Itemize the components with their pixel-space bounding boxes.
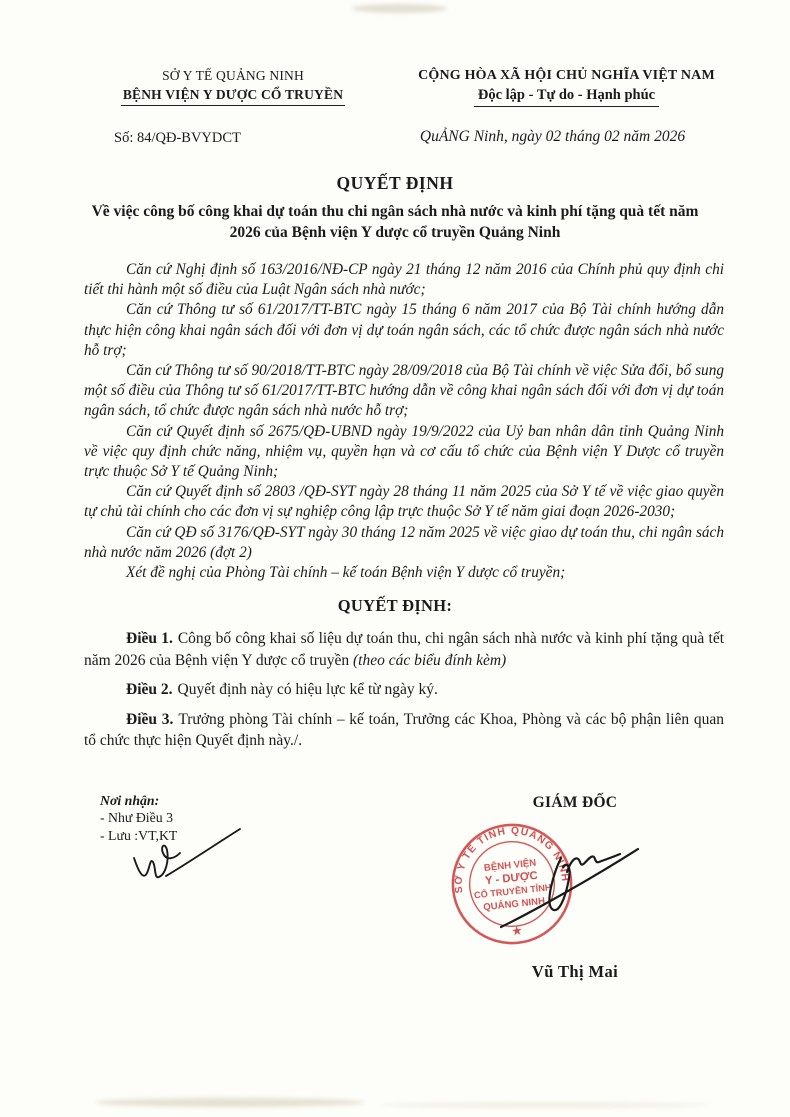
articles-section — [84, 628, 724, 752]
director-signature-ink — [466, 826, 696, 944]
article-3-text: Trưởng phòng Tài chính – kế toán, Trưởng các Khoa, Phòng và các bộ phận liên quan tổ chức thực hiện Quyết định này./. — [84, 710, 724, 750]
article-2-label: Điều 2. — [126, 681, 173, 699]
article-1-label: Điều 1. — [126, 630, 173, 648]
article-1-attachment-note: (theo các biểu đính kèm) — [352, 651, 507, 669]
clerk-initials-ink — [116, 820, 254, 902]
stamp-line-1: BỆNH VIỆN — [483, 857, 537, 874]
scan-smudge-bottom — [95, 1098, 365, 1107]
article-2-text: Quyết định này có hiệu lực kể từ ngày ký. — [177, 681, 438, 699]
national-block — [398, 68, 735, 147]
article-3-label: Điều 3. — [126, 710, 174, 728]
document-header — [68, 68, 735, 147]
recipient-item: - Như Điều 3 — [100, 810, 173, 826]
preamble-paragraph: Căn cứ Nghị định số 163/2016/NĐ-CP ngày 21 tháng 12 năm 2016 của Chính phủ quy định chi tiết thi hành một số điều của Luật Ngân sách nhà nước; — [84, 261, 724, 299]
stamp-line-4: QUẢNG NINH — [482, 895, 546, 913]
recipients-label: Nơi nhận: — [100, 792, 160, 808]
issuer-name: BỆNH VIỆN Y DƯỢC CỔ TRUYỀN — [121, 86, 345, 106]
article-3 — [84, 709, 724, 752]
national-header: CỘNG HÒA XÃ HỘI CHỦ NGHĨA VIỆT NAM — [418, 68, 715, 83]
preamble-paragraph: Căn cứ Quyết định số 2675/QĐ-UBND ngày 19/9/2022 của Uỷ ban nhân dân tỉnh Quảng Ninh về việc quy định chức năng, nhiệm vụ, quyền hạn và cơ cấu tổ chức của Bệnh viện Y Dược cổ truyền trực thuộc Sở Y tế Quảng Ninh; — [84, 422, 724, 481]
signature-footer — [0, 784, 790, 1104]
preamble-paragraph: Xét đề nghị của Phòng Tài chính – kế toán Bệnh viện Y dược cổ truyền; — [126, 564, 566, 582]
legal-preamble — [84, 260, 724, 583]
document-subtitle: Về việc công bố công khai dự toán thu chi ngân sách nhà nước và kinh phí tặng quà tết năm 2026 của Bệnh viện Y dược cổ truyền Quảng Ninh — [91, 203, 699, 241]
stamp-line-3: CỔ TRUYỀN TỈNH — [473, 882, 552, 901]
article-2 — [84, 679, 724, 701]
issuer-parent-org: SỞ Y TẾ QUẢNG NINH — [162, 68, 304, 83]
document-title: QUYẾT ĐỊNH — [336, 173, 454, 193]
national-motto: Độc lập - Tự do - Hạnh phúc — [474, 87, 659, 107]
scan-smudge-top — [352, 4, 447, 13]
signer-position-title: GIÁM ĐỐC — [532, 793, 618, 811]
issuer-block — [68, 68, 398, 147]
stamp-line-2: Y - DƯỢC — [484, 869, 539, 888]
stamp-ring-text: SỞ Y TẾ TỈNH QUẢNG NINH — [453, 825, 571, 894]
preamble-paragraph: Căn cứ QĐ số 3176/QĐ-SYT ngày 30 tháng 12 năm 2025 về việc giao dự toán thu, chi ngân sách nhà nước năm 2026 (đợt 2) — [84, 523, 724, 561]
signer-name: Vũ Thị Mai — [531, 961, 619, 981]
preamble-paragraph: Căn cứ Thông tư số 90/2018/TT-BTC ngày 28/09/2018 của Bộ Tài chính về việc Sửa đổi, bổ sung một số điều của Thông tư số 61/2017/TT-BTC hướng dẫn về công khai ngân sách đối với đơn vị dự toán ngân sách, tổ chức được ngân sách nhà nước hỗ trợ; — [84, 362, 724, 420]
national-motto-wrap — [398, 84, 735, 107]
preamble-paragraph: Căn cứ Quyết định số 2803 /QĐ-SYT ngày 28 tháng 11 năm 2025 của Sở Y tế về việc giao quyền tự chủ tài chính cho các đơn vị sự nghiệp công lập trực thuộc Sở Y tế năm giai đoạn 2026-2030; — [84, 483, 724, 521]
decision-heading: QUYẾT ĐỊNH: — [337, 596, 453, 616]
document-number: Số: 84/QĐ-BVYDCT — [114, 130, 241, 146]
article-1 — [84, 628, 724, 671]
preamble-paragraph: Căn cứ Thông tư số 61/2017/TT-BTC ngày 15 tháng 6 năm 2017 của Bộ Tài chính hướng dẫn thực hiện công khai ngân sách đối với đơn vị dự toán ngân sách, các tổ chức được ngân sách nhà nước hỗ trợ; — [84, 301, 724, 359]
article-1-text: Công bố công khai số liệu dự toán thu, chi ngân sách nhà nước và kinh phí tặng quà tết năm 2026 của Bệnh viện Y dược cổ truyền — [84, 630, 725, 669]
recipient-item: - Lưu :VT,KT — [100, 827, 178, 843]
scan-smudge-bottom-2 — [380, 1102, 710, 1108]
place-date-line: QuẢNG Ninh, ngày 02 tháng 02 năm 2026 — [419, 128, 686, 145]
issuer-name-wrap — [68, 84, 398, 106]
